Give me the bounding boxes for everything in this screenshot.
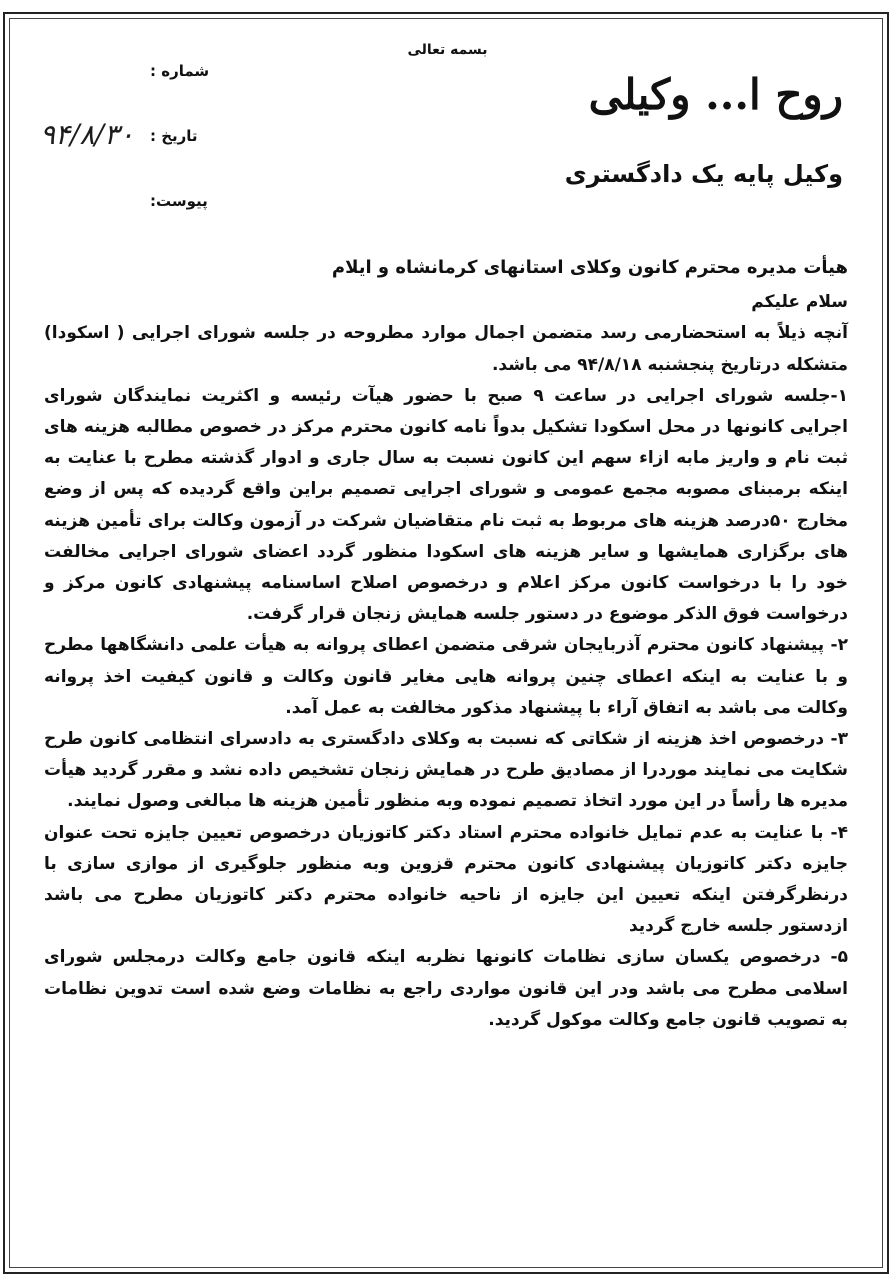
letter-item-1: ۱-جلسه شورای اجرایی در ساعت ۹ صبح با حضور هیآت رئیسه و اکثریت نمایندگان شورای اجرایی کانونها در محل اسکودا تشکیل بدواً نامه کانون محترم مرکز در خصوص مطالبه هزینه های ثبت نام و واریز مابه ازاء سهم این کانون نسبت به سال جاری و ادوار گذشته مطرح با عنایت به اینکه برمبنای مصوبه مجمع عمومی و شورای اجرایی تصمیم براین واقع گردیده که پس از وضع مخارج ۵۰درصد هزینه های مربوط به ثبت نام متقاضیان شرکت در آزمون وکالت برای تأمین هزینه های برگزاری همایشها و سایر هزینه های اسکودا منظور گردد اعضای شورای اجرایی مخالفت خود را با درخواست کانون مرکز اعلام و درخصوص اصلاح اساسنامه پیشنهادی کانون مرکز و درخواست فوق الذکر موضوع در دستور جلسه همایش زنجان قرار گرفت. (44, 385, 848, 625)
number-label: شماره : (150, 62, 210, 80)
date-label: تاریخ : (150, 127, 198, 145)
letterhead-name: روح ا... وکیلی (588, 70, 843, 119)
letter-body (44, 252, 848, 1036)
letter-item-4: ۴- با عنایت به عدم تمایل خانواده محترم استاد دکتر کاتوزیان درخصوص تعیین جایزه تحت عنوان جایزه دکتر کاتوزیان پیشنهادی کانون محترم قزوین وبه منظور جلوگیری از موازی سازی با درنظرگرفتن اینکه تعیین این جایزه از ناحیه خانواده محترم دکتر کاتوزیان مطرح می باشد ازدستور جلسه خارج گردید (44, 822, 848, 937)
letter-addressee: هیأت مدیره محترم کانون وکلای استانهای کرمانشاه و ایلام (331, 257, 848, 278)
letter-item-2: ۲- پیشنهاد کانون محترم آذربایجان شرقی متضمن اعطای پروانه به هیأت علمی دانشگاهها مطرح و با عنایت به اینکه اعطای چنین پروانه هایی مغایر قانون وکالت و قانون کیفیت اخذ پروانه وکالت می باشد به اتفاق آراء با پیشنهاد مذکور مخالفت به عمل آمد. (44, 635, 848, 718)
blessing-heading: بسمه تعالی (407, 42, 488, 58)
handwritten-date: ۹۴/۸/۳۰ (40, 118, 135, 151)
letter-intro: آنچه ذیلاً به استحضارمی رسد متضمن اجمال موارد مطروحه در جلسه شورای اجرایی ( اسکودا) متشکله درتاریخ پنجشنبه ۹۴/۸/۱۸ می باشد. (44, 323, 848, 375)
letter-greeting: سلام علیکم (751, 292, 848, 313)
letter-item-5: ۵- درخصوص یکسان سازی نظامات کانونها نظربه اینکه قانون جامع وکالت درمجلس شورای اسلامی مطرح می باشد ودر این قانون مواردی راجع به نظامات وضع شده است تدوین نظامات به تصویب قانون جامع وکالت موکول گردید. (44, 947, 848, 1030)
letter-item-3: ۳- درخصوص اخذ هزینه از شکاتی که نسبت به وکلای دادگستری به دادسرای انتظامی کانون طرح شکایت می نمایند موردرا از مصادیق طرح در همایش زنجان تشخیص داده نشد و مقرر گردید هیأت مدیره ها رأساً در این مورد اتخاذ تصمیم نموده وبه منظور تأمین هزینه ها مبالغی وصول نمایند. (44, 729, 848, 812)
attachment-label: پیوست: (150, 192, 208, 210)
letterhead-role: وکیل پایه یک دادگستری (564, 160, 843, 188)
